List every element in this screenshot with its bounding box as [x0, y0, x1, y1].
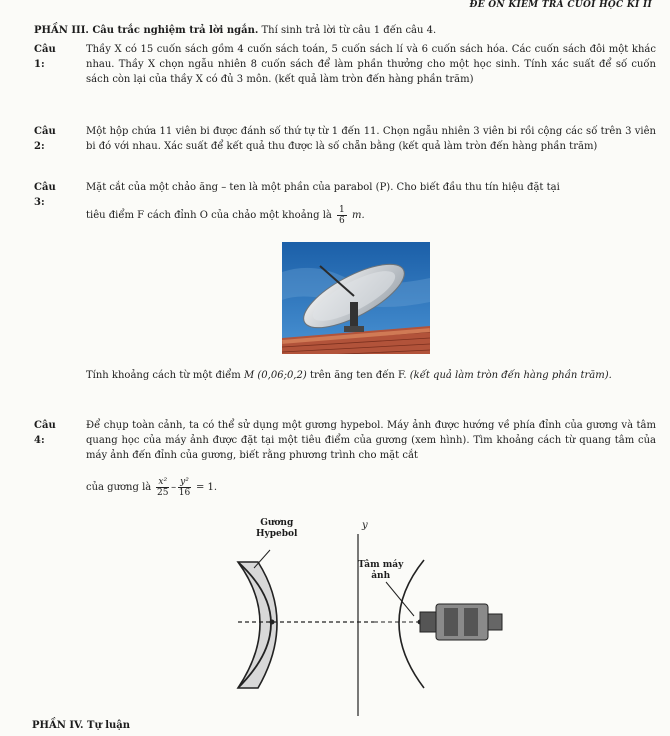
question-3-line-1: Mặt cắt của một chảo ăng – ten là một phần của parabol (P). Cho biết đầu thu tín hiệu đặt tại: [86, 182, 560, 193]
question-3-body: [86, 180, 656, 226]
question-3-line-2a: tiêu điểm F cách đỉnh O của chảo một khoảng là: [86, 210, 332, 221]
hyperbola-mirror-diagram: [224, 520, 534, 720]
camera-icon: [374, 604, 502, 640]
mirror-label-line-1: Gương: [260, 518, 294, 528]
question-3-line-2: [86, 205, 656, 226]
fraction-25: 25: [157, 488, 169, 498]
question-4-body: [86, 418, 656, 498]
question-3-label: Câu 3:: [34, 182, 56, 208]
mirror-vertex-point: [270, 620, 275, 625]
point-m: M (0,06;0,2): [243, 370, 307, 381]
satellite-dish-photo: [282, 242, 430, 354]
fraction-denominator: 6: [339, 216, 345, 226]
question-3-unit: m.: [351, 210, 365, 221]
fraction-numerator: 1: [339, 205, 345, 215]
question-4-label: Câu 4:: [34, 420, 56, 446]
question-3-line-3a: Tính khoảng cách từ một điểm: [86, 370, 241, 381]
question-3-body-2: [86, 368, 656, 383]
camera-label: [358, 560, 403, 582]
question-2-label: Câu 2:: [34, 126, 56, 152]
fraction-x2: x²: [158, 477, 168, 487]
fraction-y2: y²: [180, 477, 189, 487]
mirror-label-line-2: Hypebol: [256, 529, 298, 539]
question-3-rounding: (kết quả làm tròn đến hàng phần trăm).: [409, 370, 612, 381]
section-heading: PHẦN III. Câu trắc nghiệm trả lời ngắn.: [34, 25, 259, 36]
fraction-one-sixth: [337, 205, 347, 226]
question-4-equation: của gương là $\frac{\text{x²}}{25}$ – $\frac{\text{y²}}{16}$ = 1.: [86, 477, 218, 498]
y-axis-label: y: [362, 520, 368, 531]
camera-label-line-1: Tâm máy: [358, 560, 404, 570]
question-3-line-3b: trên ăng ten đến F.: [309, 370, 407, 381]
equation-suffix: = 1.: [196, 482, 218, 493]
fraction-y2-16: [178, 477, 191, 498]
camera-label-line-2: ảnh: [371, 571, 391, 581]
fraction-x2-25: [156, 477, 169, 498]
fraction-16: 16: [178, 488, 191, 498]
section-instructions: Thí sinh trả lời từ câu 1 đến câu 4.: [261, 25, 437, 36]
mirror-label: [256, 518, 297, 540]
equation-prefix: của gương là: [86, 482, 152, 493]
section-title: [34, 24, 436, 38]
diagram-svg: [224, 520, 534, 720]
section-4-heading: PHẦN IV. Tự luận: [32, 720, 131, 731]
question-4-text: Để chụp toàn cảnh, ta có thể sử dụng một gương hypebol. Máy ảnh được hướng về phía đỉnh của gương và tâm quang học của máy ảnh được đặt tại một tiêu điểm của gương (xem hình). Tìm khoảng cách từ quang tâm của máy ảnh đến đỉnh của gương, biết rằng phương trình cho mặt cắt: [86, 420, 656, 461]
question-1-label: Câu 1:: [34, 44, 56, 70]
question-2-text: Một hộp chứa 11 viên bi được đánh số thứ tự từ 1 đến 11. Chọn ngẫu nhiên 3 viên bi rồi cộng các số trên 3 viên bi đó với nhau. Xác suất để kết quả thu được là số chẵn bằng (kết quả làm tròn đến hàng phần trăm): [86, 126, 656, 152]
page-header: ĐỀ ÔN KIỂM TRA CUỐI HỌC KÌ II: [469, 0, 652, 10]
mirror-pointer: [254, 550, 270, 568]
question-3-line-3: [86, 368, 656, 383]
question-1-text: Thầy X có 15 cuốn sách gồm 4 cuốn sách toán, 5 cuốn sách lí và 6 cuốn sách hóa. Các cuốn sách đôi một khác nhau. Thầy X chọn ngẫu nhiên 8 cuốn sách để làm phần thưởng cho một học sinh. Tính xác suất để số cuốn sách còn lại của thầy X có đủ 3 môn. (kết quả làm tròn đến hàng phần trăm): [86, 44, 656, 85]
